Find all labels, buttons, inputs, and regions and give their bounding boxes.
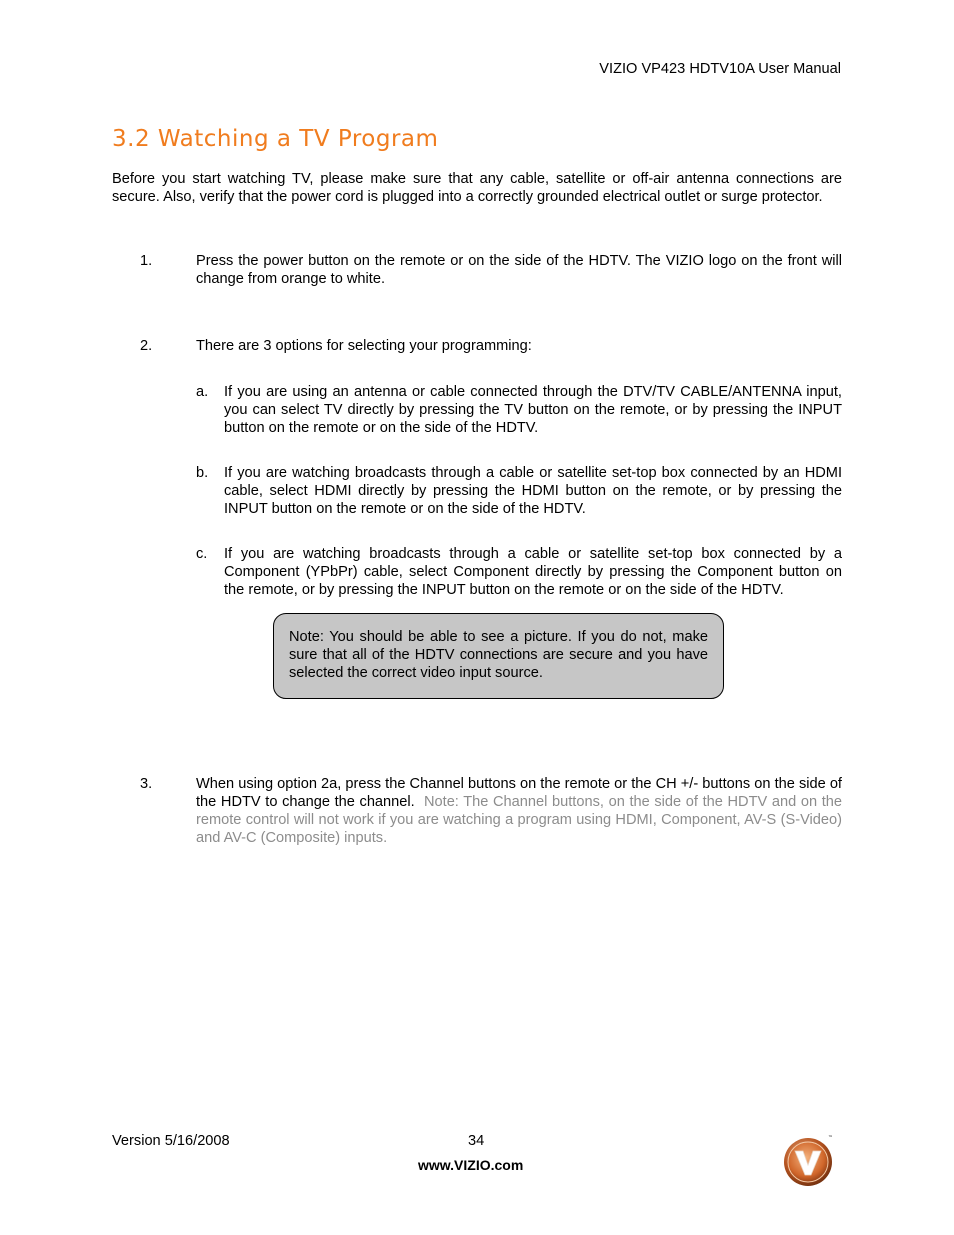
option-b-text: If you are watching broadcasts through a cable or satellite set-top box connected by an HDMI cable, select HDMI directly by pressing the HDMI button on the remote, or by pressing the INPUT button on the remote or on the side of the HDTV. (224, 465, 842, 517)
trademark-symbol: ™ (828, 1135, 833, 1141)
option-c-text: If you are watching broadcasts through a cable or satellite set-top box connected by a Component (YPbPr) cable, select Component directly by pressing the Component button on the remote, or by pressing the INPUT button on the remote or on the side of the HDTV. (224, 546, 842, 598)
step-2-text: There are 3 options for selecting your programming: (196, 338, 532, 354)
option-b-letter: b. (196, 465, 209, 481)
step-1-number: 1. (140, 253, 153, 269)
step-3-text (196, 775, 842, 847)
step-3-number: 3. (140, 776, 153, 792)
step-1-text: Press the power button on the remote or on the side of the HDTV. The VIZIO logo on the front will change from orange to white. (196, 253, 842, 287)
option-c-letter: c. (196, 546, 208, 562)
note-box (273, 613, 724, 699)
note-box-text: Note: You should be able to see a picture. If you do not, make sure that all of the HDTV connections are secure and you have selected the correct video input source. (289, 629, 708, 681)
intro-paragraph: Before you start watching TV, please make sure that any cable, satellite or off-air antenna connections are secure. Also, verify that the power cord is plugged into a correctly grounded electrical outlet or surge protector. (112, 171, 842, 205)
manual-title: VIZIO VP423 HDTV10A User Manual (599, 61, 841, 77)
vizio-v-logo-icon (778, 1131, 844, 1187)
option-a-text: If you are using an antenna or cable connected through the DTV/TV CABLE/ANTENNA input, you can select TV directly by pressing the TV button on the remote, or by pressing the INPUT button on the remote or on the side of the HDTV. (224, 384, 842, 436)
step-3-main-text: When using option 2a, press the Channel buttons on the remote or the CH +/- buttons on the side of the HDTV to change the channel. (196, 776, 842, 810)
step-2-number: 2. (140, 338, 153, 354)
footer-version: Version 5/16/2008 (112, 1133, 230, 1149)
page-number: 34 (468, 1133, 485, 1149)
section-heading: 3.2 Watching a TV Program (112, 126, 439, 152)
step-3-note: Note: The Channel buttons, on the side of the HDTV and on the remote control will not work if you are watching a program using HDMI, Component, AV-S (S-Video) and AV-C (Composite) inputs. (196, 794, 842, 846)
option-a-letter: a. (196, 384, 209, 400)
footer-website-link[interactable]: www.VIZIO.com (418, 1157, 524, 1173)
